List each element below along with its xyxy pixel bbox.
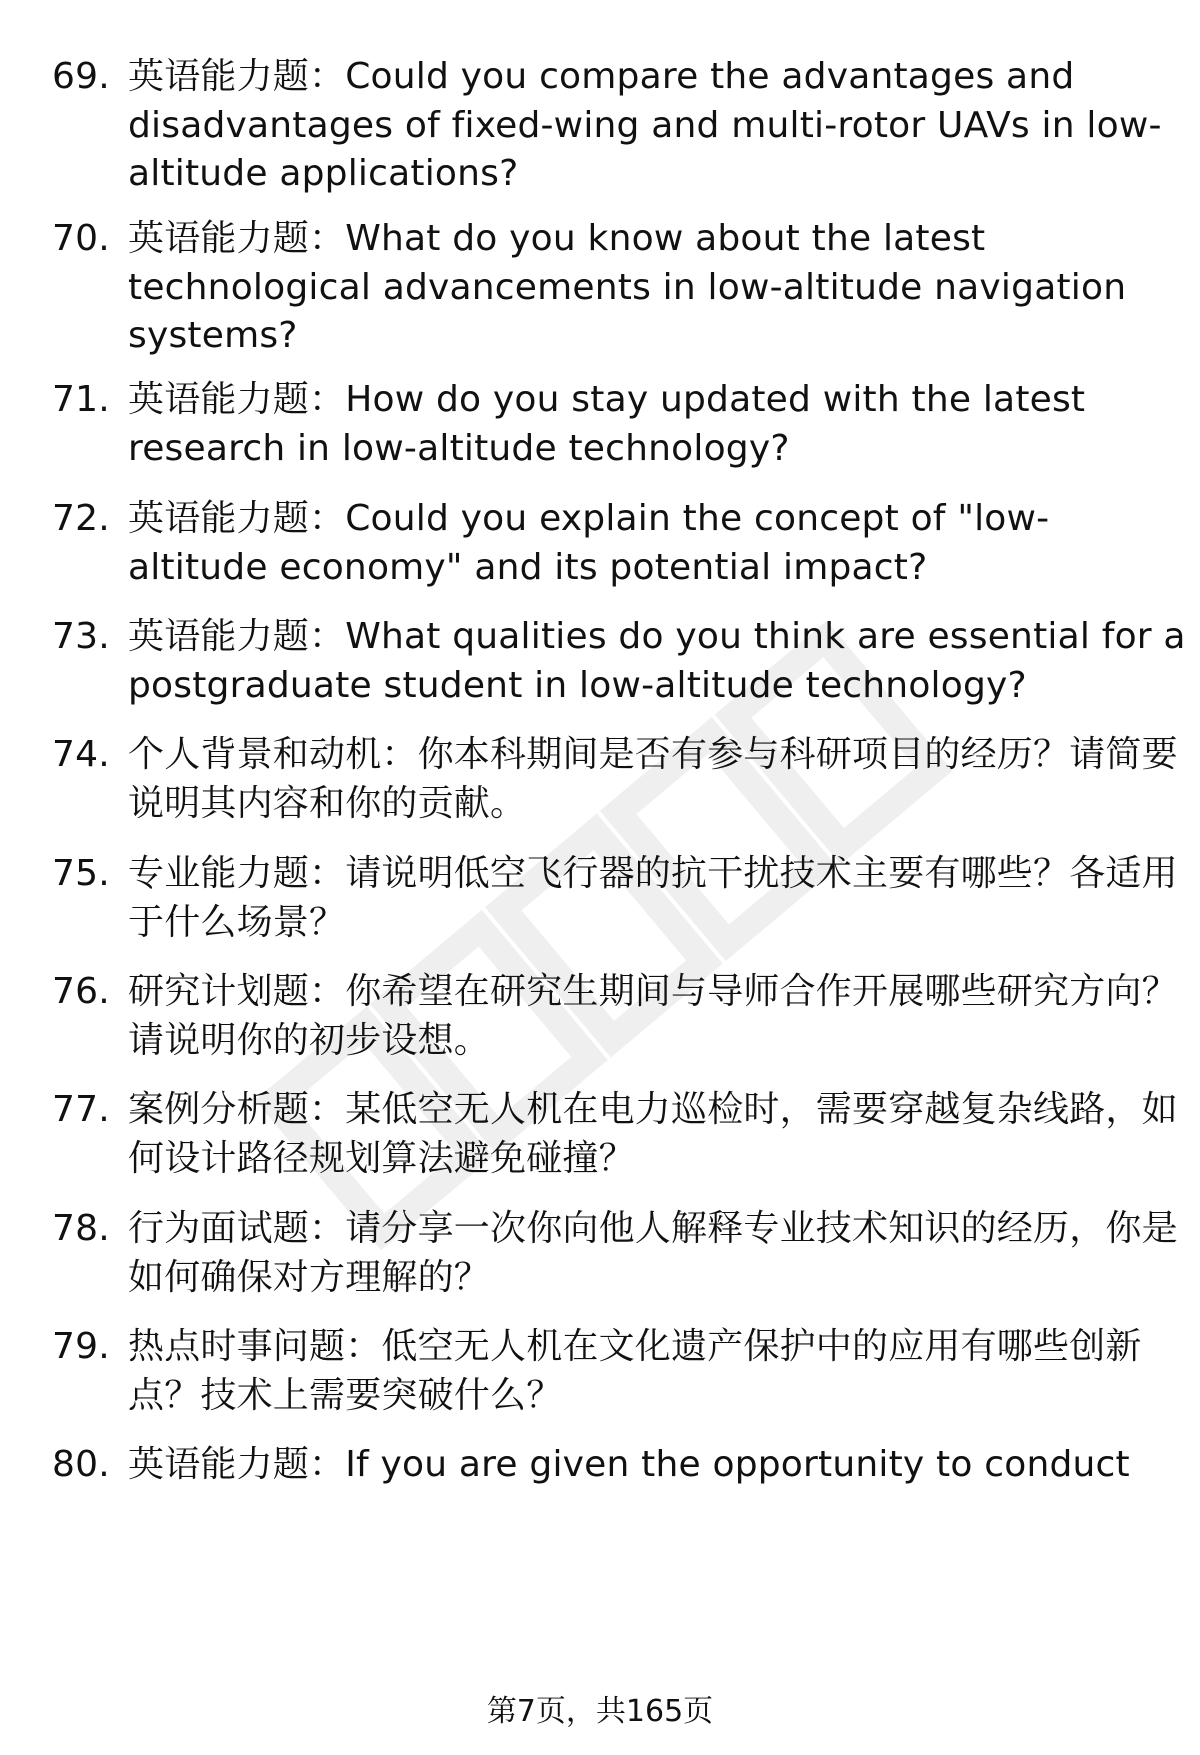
question-text: 英语能力题：What do you know about the latest technological advancements in low-altitude navigation systems? xyxy=(128,218,1127,356)
question-item-80 xyxy=(52,1441,1162,1490)
question-item-72 xyxy=(52,495,1162,592)
question-item-70 xyxy=(52,215,1162,361)
question-number: 71. xyxy=(52,379,110,420)
question-number: 70. xyxy=(52,218,110,259)
question-number: 75. xyxy=(52,853,110,894)
question-item-76 xyxy=(52,968,1178,1065)
question-item-69 xyxy=(52,53,1162,199)
question-number: 76. xyxy=(52,971,110,1012)
question-item-73 xyxy=(52,613,1186,710)
question-item-71 xyxy=(52,376,1162,473)
question-number: 78. xyxy=(52,1208,110,1249)
question-text: 热点时事问题：低空无人机在文化遗产保护中的应用有哪些创新点？技术上需要突破什么？ xyxy=(128,1326,1142,1416)
question-number: 72. xyxy=(52,498,110,539)
question-number: 74. xyxy=(52,734,110,775)
question-text: 个人背景和动机：你本科期间是否有参与科研项目的经历？请简要说明其内容和你的贡献。 xyxy=(128,734,1178,824)
question-text: 专业能力题：请说明低空飞行器的抗干扰技术主要有哪些？各适用于什么场景？ xyxy=(128,853,1178,943)
question-text: 英语能力题：Could you compare the advantages and disadvantages of fixed-wing and multi-rotor UAVs in low-altitude applications? xyxy=(128,56,1162,194)
question-number: 69. xyxy=(52,56,110,97)
question-text: 英语能力题：Could you explain the concept of "low-altitude economy" and its potential impact? xyxy=(128,498,1050,588)
question-text: 研究计划题：你希望在研究生期间与导师合作开展哪些研究方向？请说明你的初步设想。 xyxy=(128,971,1178,1061)
page-footer: 第7页，共165页 xyxy=(486,1694,714,1729)
question-number: 80. xyxy=(52,1444,110,1485)
question-text: 英语能力题：How do you stay updated with the latest research in low-altitude technology? xyxy=(128,379,1086,469)
question-item-77 xyxy=(52,1086,1178,1183)
question-item-75 xyxy=(52,850,1178,947)
question-text: 英语能力题：What qualities do you think are essential for a postgraduate student in low-altitude technology? xyxy=(128,616,1186,706)
question-text: 英语能力题：If you are given the opportunity to conduct xyxy=(128,1444,1130,1485)
question-text: 案例分析题：某低空无人机在电力巡检时，需要穿越复杂线路，如何设计路径规划算法避免碰撞？ xyxy=(128,1089,1178,1179)
question-item-78 xyxy=(52,1205,1178,1302)
question-text: 行为面试题：请分享一次你向他人解释专业技术知识的经历，你是如何确保对方理解的？ xyxy=(128,1208,1178,1298)
question-number: 77. xyxy=(52,1089,110,1130)
question-number: 73. xyxy=(52,616,110,657)
question-item-74 xyxy=(52,731,1178,828)
question-number: 79. xyxy=(52,1326,110,1367)
question-item-79 xyxy=(52,1323,1162,1420)
